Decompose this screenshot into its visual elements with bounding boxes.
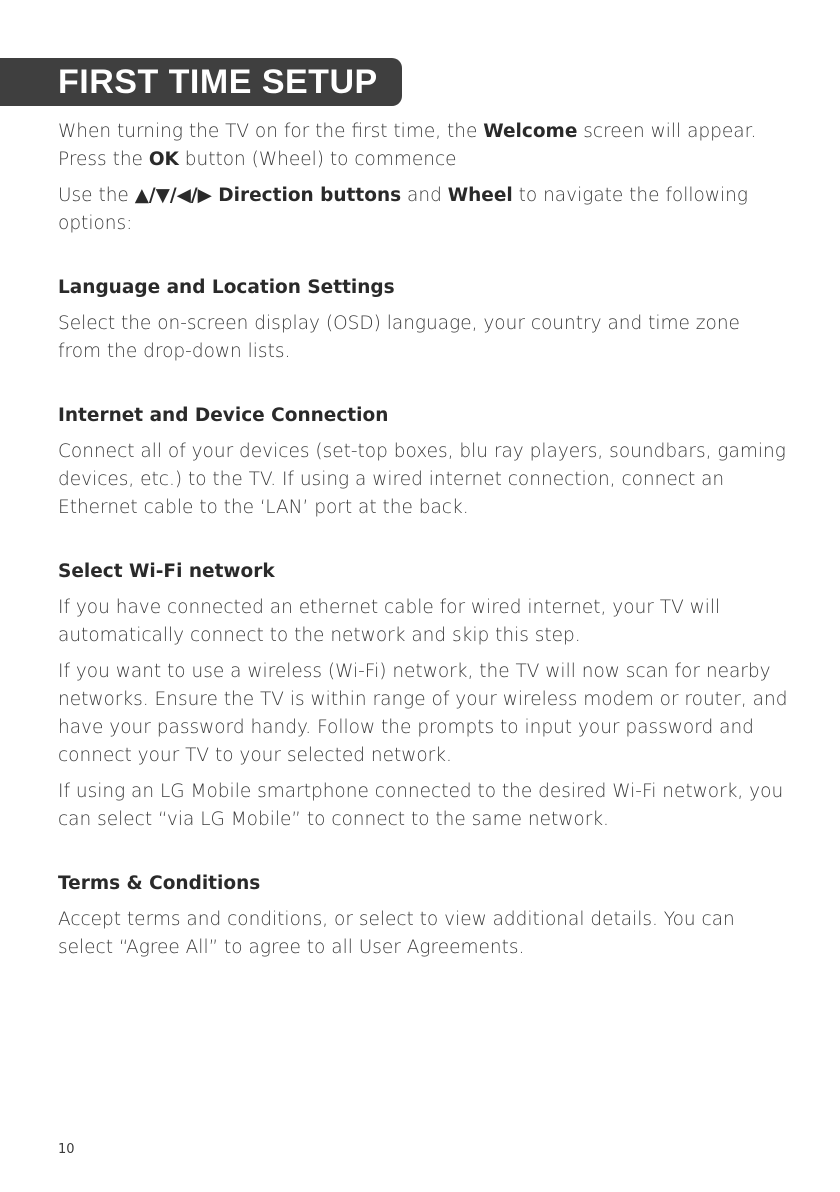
intro-paragraph-1 bbox=[58, 118, 788, 174]
page-number: 10 bbox=[58, 1142, 75, 1157]
intro-text: and bbox=[401, 185, 448, 206]
section-paragraph: Select the on-screen display (OSD) language, your country and time zone from the drop-down lists. bbox=[58, 313, 740, 362]
section-heading: Internet and Device Connection bbox=[58, 405, 389, 426]
section-paragraph: If using an LG Mobile smartphone connected to the desired Wi-Fi network, you can select “via LG Mobile” to connect to the same network. bbox=[58, 781, 784, 830]
intro-paragraph-2 bbox=[58, 182, 788, 238]
section-heading: Select Wi-Fi network bbox=[58, 561, 275, 582]
section-paragraph: Accept terms and conditions, or select to view additional details. You can select “Agree All” to agree to all User Agreements. bbox=[58, 909, 735, 958]
direction-buttons-term: ▲/▼/◀/▶ Direction buttons bbox=[134, 185, 402, 206]
welcome-term: Welcome bbox=[483, 121, 578, 142]
section-terms bbox=[58, 870, 788, 962]
section-paragraph: If you have connected an ethernet cable for wired internet, your TV will automatically connect to the network and skip this step. bbox=[58, 597, 721, 646]
ok-term: OK bbox=[148, 149, 179, 170]
section-internet bbox=[58, 402, 788, 522]
section-wifi bbox=[58, 558, 788, 834]
section-heading: Terms & Conditions bbox=[58, 873, 261, 894]
wheel-term: Wheel bbox=[447, 185, 513, 206]
section-paragraph: Connect all of your devices (set-top boxes, blu ray players, soundbars, gaming devices, etc.) to the TV. If using a wired internet connection, connect an Ethernet cable to the ‘LAN’ port at the back. bbox=[58, 441, 786, 518]
page-title: FIRST TIME SETUP bbox=[58, 62, 378, 101]
section-heading: Language and Location Settings bbox=[58, 277, 395, 298]
intro-text: Use the bbox=[58, 185, 135, 206]
intro-text: to navigate the following options: bbox=[58, 185, 748, 234]
intro-text: screen will appear. Press the bbox=[58, 121, 757, 170]
intro-text: When turning the TV on for the first time, the bbox=[58, 121, 484, 142]
main-content bbox=[58, 118, 788, 970]
section-banner bbox=[0, 58, 402, 106]
intro-text: button (Wheel) to commence bbox=[178, 149, 457, 170]
section-paragraph: If you want to use a wireless (Wi-Fi) network, the TV will now scan for nearby networks. Ensure the TV is within range of your wireless modem or router, and have your password handy. Follow the prompts to input your password and connect your TV to your selected network. bbox=[58, 661, 788, 766]
section-language bbox=[58, 274, 788, 366]
